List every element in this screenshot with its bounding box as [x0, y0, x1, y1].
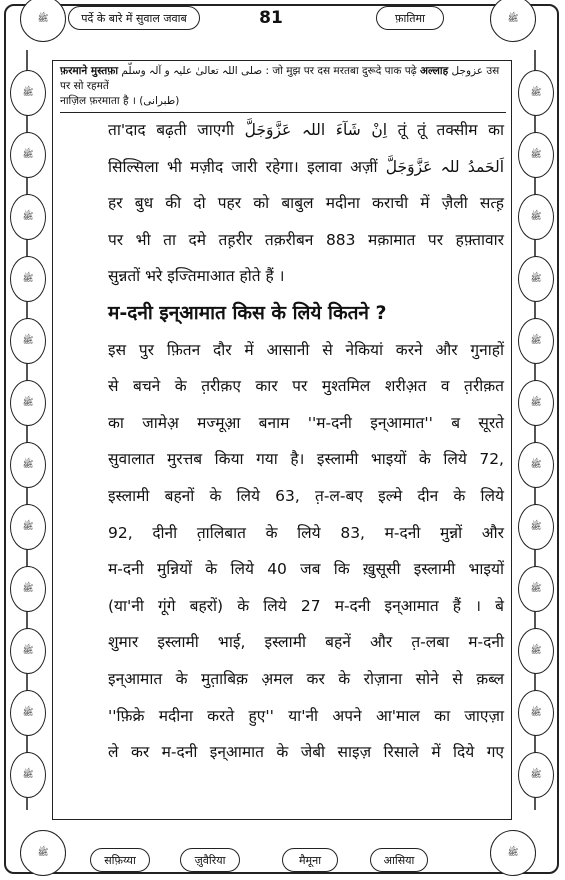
body-line: सुवालात मुरत्तब किया गया है। इस्लामी भाइयों के लिये 72,	[108, 450, 504, 469]
corner-medallion-bottom-right: ﷺ	[490, 830, 536, 876]
left-border-medallion: ﷺ	[10, 380, 46, 426]
notice-lead: फ़रमाने मुस्तफ़ा	[60, 65, 119, 77]
notice-allah: अल्लाह	[419, 65, 449, 77]
body-line: 92, दीनी त़ालिबात के लिये 83, म-दनी मुन्नों और	[108, 523, 504, 542]
footer-tab: ज़ुवैरिया	[180, 848, 240, 872]
body-line: इन्आमात के मुत़ाबिक़ अ़मल कर के रोज़ाना सोने से क़ब्ल	[108, 669, 504, 688]
footer-tab: मैमूना	[282, 848, 338, 872]
left-border-medallion: ﷺ	[10, 504, 46, 550]
body-line: (या'नी गूंगे बहरों) के लिये 27 म-दनी इन्आमात हैं । बे	[108, 596, 504, 615]
corner-medallion-bottom-left: ﷺ	[20, 830, 66, 876]
notice-text: : जो मुझ पर दस मरतबा दुरूदे पाक पढ़े	[265, 65, 417, 77]
left-border-medallion: ﷺ	[10, 690, 46, 736]
body-line: ''फ़िक्रे मदीना करते हुए'' या'नी अपने आ'माल का जाएज़ा	[108, 706, 504, 725]
notice-text3: नाज़िल फ़रमाता है ।	[60, 95, 136, 107]
right-border-medallion: ﷺ	[518, 628, 554, 674]
right-border-ornament	[514, 30, 558, 820]
section-heading: म-दनी इन्आमात किस के लिये कितने ?	[108, 301, 387, 324]
right-border-medallion: ﷺ	[518, 442, 554, 488]
body-line: का जामेअ़ मज्मूआ़ बनाम ''म-दनी इन्आमात'' ब सूरते	[108, 413, 504, 432]
header-tab-right: फ़ातिमा	[376, 6, 444, 30]
left-border-medallion: ﷺ	[10, 628, 46, 674]
body-line: म-दनी मुन्नियों के लिये 40 जब कि ख़ुसूसी इस्लामी भाइयों	[108, 560, 504, 579]
left-border-medallion: ﷺ	[10, 442, 46, 488]
left-border-medallion: ﷺ	[10, 256, 46, 302]
left-border-medallion: ﷺ	[10, 752, 46, 798]
body-line: ता'दाद बढ़ती जाएगी اِنْ شَآءَ اللہ عَزَّوَجَلَّ तूं तूं तक्सीम का	[108, 121, 504, 139]
right-border-medallion: ﷺ	[518, 70, 554, 116]
left-border-medallion: ﷺ	[10, 566, 46, 612]
left-border-medallion: ﷺ	[10, 194, 46, 240]
notice-text2: उस पर सो रहमतें	[60, 65, 500, 92]
header-notice	[60, 64, 506, 113]
body-line: सुन्नतों भरे इज्तिमाआत होते हैं ।	[108, 267, 285, 286]
body-text	[108, 112, 504, 771]
right-border-medallion: ﷺ	[518, 318, 554, 364]
body-line: से बचने के त़रीक़ए कार पर मुश्तमिल शरीअ़त व त़रीक़त	[108, 377, 504, 396]
footer-tab: सफ़िय्या	[90, 848, 150, 872]
right-border-medallion: ﷺ	[518, 194, 554, 240]
body-line: शुमार इस्लामी भाई, इस्लामी बहनें और त़-लबा म-दनी	[108, 633, 504, 652]
corner-medallion-top-right: ﷺ	[490, 0, 536, 42]
page-number: 81	[259, 8, 283, 28]
notice-arabic2: عزوجل	[451, 65, 484, 77]
footer-strip	[20, 846, 545, 876]
right-border-medallion: ﷺ	[518, 690, 554, 736]
body-line: इस्लामी बहनों के लिये 63, त़-ल-बए इल्मे दीन के लिये	[108, 486, 504, 505]
left-border-medallion: ﷺ	[10, 70, 46, 116]
right-border-medallion: ﷺ	[518, 566, 554, 612]
right-border-medallion: ﷺ	[518, 752, 554, 798]
body-line: सिल्सिला भी मज़ीद जारी रहेगा। इलावा अज़ीं اَلحَمدُ للہ عَزَّوَجَلَّ	[108, 157, 505, 176]
footer-tab: आसिया	[370, 848, 428, 872]
body-line: इस पुर फ़ितन दौर में आसानी से नेकियां करने और गुनाहों	[108, 340, 504, 359]
right-border-medallion: ﷺ	[518, 256, 554, 302]
notice-source: (طبرانی)	[139, 95, 180, 107]
corner-medallion-top-left: ﷺ	[20, 0, 66, 42]
body-line: पर भी ता दमे तह़रीर तक़रीबन 883 मक़ामात पर हफ़्तावार	[108, 230, 504, 249]
notice-arabic: صلی اللہ تعالیٰ علیہ و آلہ وسلّم	[121, 65, 263, 77]
right-border-medallion: ﷺ	[518, 504, 554, 550]
right-border-medallion: ﷺ	[518, 132, 554, 178]
header-tab-left: पर्दे के बारे में सुवाल जवाब	[68, 6, 200, 30]
left-border-medallion: ﷺ	[10, 318, 46, 364]
left-border-medallion: ﷺ	[10, 132, 46, 178]
body-line: ले कर म-दनी इन्आमात के जेबी साइज़ रिसाले में दिये गए	[108, 743, 504, 762]
right-border-medallion: ﷺ	[518, 380, 554, 426]
left-border-ornament	[6, 30, 50, 820]
body-line: हर बुध की दो पहर को बाबुल मदीना कराची में ज़ैली सत्ह़	[108, 194, 504, 213]
